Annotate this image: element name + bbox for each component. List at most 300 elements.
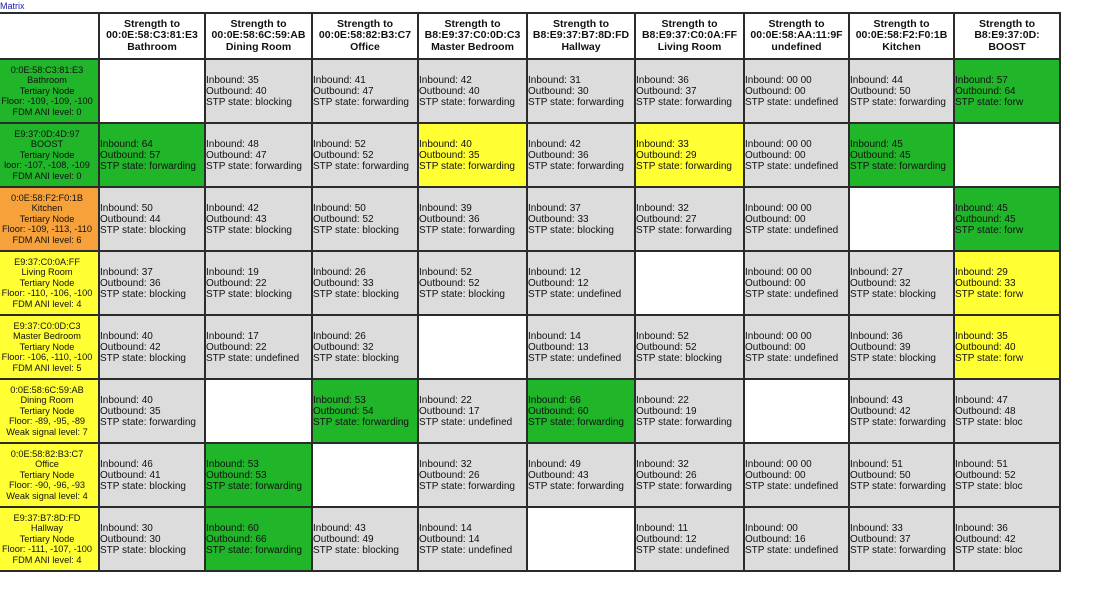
outbound-value: Outbound: 42 — [100, 341, 161, 353]
row-header-line: E9:37:B7:8D:FD — [13, 512, 81, 523]
stp-state-text: STP state: undefined — [745, 352, 839, 364]
row-header-line: Tertiary Node — [19, 533, 75, 544]
column-header-mac: 00:0E:58:82:B3:C7 — [318, 29, 412, 42]
row-header-line: Tertiary Node — [19, 341, 75, 352]
outbound-value: Outbound: 66 — [206, 533, 267, 545]
stp-state-text: STP state: blocking — [313, 352, 399, 364]
matrix-cell — [635, 187, 744, 251]
inbound-value: Inbound: 40 — [419, 138, 472, 150]
row-header-line: Floor: -89, -95, -89 — [8, 416, 86, 427]
stp-state-text: STP state: forwarding — [313, 416, 409, 428]
outbound-value: Outbound: 12 — [636, 533, 697, 545]
matrix-cell — [99, 187, 205, 251]
matrix-cell — [205, 379, 312, 443]
outbound-value: Outbound: 37 — [850, 533, 911, 545]
row-header-line: Tertiary Node — [19, 469, 75, 480]
matrix-row — [0, 251, 1060, 315]
outbound-value: Outbound: 22 — [206, 341, 267, 353]
stp-state-text: STP state: forwarding — [850, 480, 946, 492]
column-header-mac: B8:E9:37:B7:8D:FD — [532, 29, 630, 42]
outbound-value: Outbound: 52 — [636, 341, 697, 353]
stp-state-text: STP state: undefined — [745, 96, 839, 108]
row-header-line: Tertiary Node — [19, 405, 75, 416]
outbound-value: Outbound: 00 — [745, 149, 806, 161]
inbound-value: Inbound: 41 — [313, 74, 366, 86]
inbound-value: Inbound: 46 — [100, 458, 153, 470]
matrix-cell — [527, 443, 635, 507]
stp-state-text: STP state: forw — [955, 224, 1024, 236]
inbound-value: Inbound: 47 — [955, 394, 1008, 406]
stp-state-text: STP state: blocking — [206, 288, 292, 300]
inbound-value: Inbound: 26 — [313, 266, 366, 278]
stp-state-text: STP state: blocking — [100, 544, 186, 556]
outbound-value: Outbound: 40 — [206, 85, 267, 97]
matrix-cell — [849, 59, 954, 123]
row-header-line: Floor: -109, -113, -110 — [1, 224, 93, 235]
stp-state-text: STP state: bloc — [955, 416, 1023, 428]
outbound-value: Outbound: 36 — [419, 213, 480, 225]
matrix-row — [0, 315, 1060, 379]
inbound-value: Inbound: 50 — [100, 202, 153, 214]
stp-state-text: STP state: forwarding — [850, 416, 946, 428]
outbound-value: Outbound: 52 — [419, 277, 480, 289]
inbound-value: Inbound: 51 — [850, 458, 903, 470]
matrix-cell — [954, 251, 1060, 315]
row-header-node — [0, 443, 99, 507]
inbound-value: Inbound: 44 — [850, 74, 903, 86]
outbound-value: Outbound: 42 — [955, 533, 1016, 545]
outbound-value: Outbound: 45 — [850, 149, 911, 161]
inbound-value: Inbound: 27 — [850, 266, 903, 278]
outbound-value: Outbound: 40 — [419, 85, 480, 97]
inbound-value: Inbound: 29 — [955, 266, 1008, 278]
column-header-room: BOOST — [988, 40, 1026, 53]
inbound-value: Inbound: 32 — [636, 458, 689, 470]
row-header-node — [0, 251, 99, 315]
matrix-cell — [954, 443, 1060, 507]
outbound-value: Outbound: 00 — [745, 341, 806, 353]
inbound-value: Inbound: 00 00 — [745, 458, 812, 470]
matrix-cell — [312, 59, 418, 123]
inbound-value: Inbound: 12 — [528, 266, 581, 278]
matrix-cell — [527, 123, 635, 187]
column-header-room: Office — [350, 40, 380, 53]
matrix-cell — [527, 379, 635, 443]
matrix-cell — [312, 251, 418, 315]
outbound-value: Outbound: 42 — [850, 405, 911, 417]
inbound-value: Inbound: 11 — [636, 522, 689, 534]
column-header — [312, 13, 418, 59]
outbound-value: Outbound: 26 — [636, 469, 697, 481]
matrix-cell — [527, 187, 635, 251]
column-header-mac: 00:0E:58:AA:11:9F — [750, 29, 843, 42]
outbound-value: Outbound: 36 — [100, 277, 161, 289]
matrix-cell — [635, 443, 744, 507]
matrix-body — [0, 59, 1060, 571]
row-header-line: BOOST — [30, 139, 64, 150]
matrix-cell — [744, 187, 849, 251]
matrix-cell — [99, 507, 205, 571]
row-header-node — [0, 379, 99, 443]
inbound-value: Inbound: 42 — [528, 138, 581, 150]
column-header-room: Kitchen — [882, 40, 921, 53]
matrix-cell — [527, 251, 635, 315]
outbound-value: Outbound: 54 — [313, 405, 374, 417]
row-header-line: E9:37:C0:0A:FF — [14, 256, 80, 267]
outbound-value: Outbound: 00 — [745, 277, 806, 289]
inbound-value: Inbound: 50 — [313, 202, 366, 214]
matrix-cell — [205, 443, 312, 507]
outbound-value: Outbound: 00 — [745, 469, 806, 481]
inbound-value: Inbound: 45 — [955, 202, 1008, 214]
column-header-mac: B8:E9:37:C0:0D:C3 — [424, 29, 521, 42]
stp-state-text: STP state: forwarding — [419, 224, 515, 236]
column-header-label: Strength to — [979, 17, 1035, 30]
inbound-value: Inbound: 66 — [528, 394, 581, 406]
outbound-value: Outbound: 19 — [636, 405, 697, 417]
header-row — [0, 13, 1060, 59]
inbound-value: Inbound: 43 — [313, 522, 366, 534]
inbound-value: Inbound: 17 — [206, 330, 259, 342]
outbound-value: Outbound: 53 — [206, 469, 267, 481]
row-header-node — [0, 123, 99, 187]
inbound-value: Inbound: 00 00 — [745, 138, 812, 150]
outbound-value: Outbound: 43 — [528, 469, 589, 481]
stp-state-text: STP state: blocking — [419, 288, 505, 300]
matrix-cell — [527, 315, 635, 379]
inbound-value: Inbound: 31 — [528, 74, 581, 86]
stp-state-text: STP state: forwarding — [850, 544, 946, 556]
inbound-value: Inbound: 52 — [419, 266, 472, 278]
matrix-cell — [99, 379, 205, 443]
stp-state-text: STP state: forw — [955, 96, 1024, 108]
matrix-cell — [849, 251, 954, 315]
inbound-value: Inbound: 53 — [313, 394, 366, 406]
row-header-line: Floor: -110, -106, -100 — [1, 288, 93, 299]
inbound-value: Inbound: 49 — [528, 458, 581, 470]
stp-state-text: STP state: undefined — [745, 480, 839, 492]
row-header-line: 0:0E:58:6C:59:AB — [10, 384, 84, 395]
stp-state-text: STP state: undefined — [745, 288, 839, 300]
column-header-label: Strength to — [553, 17, 609, 30]
column-header-mac: B8:E9:37:C0:0A:FF — [641, 29, 738, 42]
matrix-cell — [527, 59, 635, 123]
row-header-line: Hallway — [30, 523, 64, 534]
stp-state-text: STP state: blocking — [100, 352, 186, 364]
stp-state-text: STP state: forwarding — [636, 96, 732, 108]
stp-state-text: STP state: forwarding — [636, 416, 732, 428]
matrix-cell — [99, 59, 205, 123]
column-header-room: Bathroom — [127, 40, 177, 53]
outbound-value: Outbound: 17 — [419, 405, 480, 417]
column-header-room: undefined — [771, 40, 822, 53]
matrix-cell — [418, 443, 527, 507]
matrix-cell — [744, 59, 849, 123]
outbound-value: Outbound: 64 — [955, 85, 1016, 97]
outbound-value: Outbound: 45 — [955, 213, 1016, 225]
column-header — [99, 13, 205, 59]
stp-state-text: STP state: blocking — [100, 288, 186, 300]
inbound-value: Inbound: 22 — [419, 394, 472, 406]
matrix-cell — [205, 59, 312, 123]
strength-matrix-table — [0, 12, 1061, 572]
outbound-value: Outbound: 32 — [313, 341, 374, 353]
outbound-value: Outbound: 47 — [313, 85, 374, 97]
outbound-value: Outbound: 32 — [850, 277, 911, 289]
outbound-value: Outbound: 36 — [528, 149, 589, 161]
stp-state-text: STP state: forwarding — [528, 416, 624, 428]
column-header — [744, 13, 849, 59]
row-header-line: Tertiary Node — [19, 149, 75, 160]
stp-state-text: STP state: forwarding — [850, 96, 946, 108]
row-header-line: Dining Room — [20, 395, 74, 406]
outbound-value: Outbound: 48 — [955, 405, 1016, 417]
stp-state-text: STP state: forwarding — [419, 96, 515, 108]
inbound-value: Inbound: 40 — [100, 330, 153, 342]
row-header-line: Floor: -109, -109, -100 — [1, 96, 93, 107]
stp-state-text: STP state: forwarding — [206, 480, 302, 492]
inbound-value: Inbound: 35 — [955, 330, 1008, 342]
outbound-value: Outbound: 27 — [636, 213, 697, 225]
inbound-value: Inbound: 19 — [206, 266, 259, 278]
matrix-cell — [312, 443, 418, 507]
column-header — [849, 13, 954, 59]
matrix-cell — [418, 187, 527, 251]
inbound-value: Inbound: 43 — [850, 394, 903, 406]
row-header-line: Bathroom — [27, 75, 67, 86]
matrix-cell — [744, 315, 849, 379]
stp-state-text: STP state: undefined — [528, 288, 622, 300]
matrix-cell — [744, 443, 849, 507]
stp-state-text: STP state: forwarding — [313, 160, 409, 172]
corner-cell — [0, 13, 99, 59]
outbound-value: Outbound: 52 — [313, 149, 374, 161]
row-header-line: Weak signal level: 4 — [6, 490, 88, 501]
matrix-row — [0, 507, 1060, 571]
matrix-cell — [635, 59, 744, 123]
inbound-value: Inbound: 32 — [419, 458, 472, 470]
stp-state-text: STP state: forwarding — [636, 480, 732, 492]
row-header-line: FDM ANI level: 5 — [12, 362, 82, 373]
outbound-value: Outbound: 33 — [313, 277, 374, 289]
matrix-cell — [418, 507, 527, 571]
stp-state-text: STP state: blocking — [313, 544, 399, 556]
column-header-room: Master Bedroom — [431, 40, 514, 53]
inbound-value: Inbound: 42 — [419, 74, 472, 86]
outbound-value: Outbound: 30 — [100, 533, 161, 545]
outbound-value: Outbound: 12 — [528, 277, 589, 289]
column-header-mac: 00:0E:58:C3:81:E3 — [106, 29, 198, 42]
outbound-value: Outbound: 16 — [745, 533, 806, 545]
stp-state-text: STP state: undefined — [528, 352, 622, 364]
outbound-value: Outbound: 52 — [955, 469, 1016, 481]
matrix-cell — [849, 507, 954, 571]
outbound-value: Outbound: 30 — [528, 85, 589, 97]
outbound-value: Outbound: 50 — [850, 85, 911, 97]
outbound-value: Outbound: 40 — [955, 341, 1016, 353]
column-header-room: Hallway — [561, 40, 601, 53]
outbound-value: Outbound: 14 — [419, 533, 480, 545]
stp-state-text: STP state: forwarding — [206, 544, 302, 556]
outbound-value: Outbound: 29 — [636, 149, 697, 161]
row-header-line: FDM ANI level: 4 — [12, 298, 82, 309]
matrix-cell — [527, 507, 635, 571]
column-header-mac: 00:0E:58:6C:59:AB — [211, 29, 306, 42]
matrix-cell — [205, 315, 312, 379]
column-header-label: Strength to — [768, 17, 825, 30]
inbound-value: Inbound: 53 — [206, 458, 259, 470]
row-header-line: loor: -107, -108, -109 — [4, 160, 90, 171]
stp-state-text: STP state: forwarding — [636, 224, 732, 236]
column-header-label: Strength to — [873, 17, 930, 30]
stp-state-text: STP state: forwarding — [419, 480, 515, 492]
stp-state-text: STP state: undefined — [419, 416, 513, 428]
matrix-cell — [418, 59, 527, 123]
column-header — [205, 13, 312, 59]
stp-state-text: STP state: blocking — [100, 224, 186, 236]
row-header-node — [0, 507, 99, 571]
stp-state-text: STP state: blocking — [850, 352, 936, 364]
stp-state-text: STP state: blocking — [850, 288, 936, 300]
inbound-value: Inbound: 32 — [636, 202, 689, 214]
matrix-cell — [312, 507, 418, 571]
inbound-value: Inbound: 51 — [955, 458, 1008, 470]
matrix-cell — [744, 379, 849, 443]
page-title: Matrix — [0, 1, 25, 11]
stp-state-text: STP state: forwarding — [850, 160, 946, 172]
inbound-value: Inbound: 00 00 — [745, 202, 812, 214]
stp-state-text: STP state: forwarding — [100, 160, 196, 172]
stp-state-text: STP state: forwarding — [206, 160, 302, 172]
matrix-cell — [635, 379, 744, 443]
matrix-cell — [635, 315, 744, 379]
matrix-cell — [954, 507, 1060, 571]
outbound-value: Outbound: 39 — [850, 341, 911, 353]
column-header — [527, 13, 635, 59]
stp-state-text: STP state: forwarding — [419, 160, 515, 172]
matrix-cell — [954, 315, 1060, 379]
stp-state-text: STP state: forwarding — [313, 96, 409, 108]
stp-state-text: STP state: blocking — [313, 224, 399, 236]
stp-state-text: STP state: forwarding — [528, 96, 624, 108]
stp-state-text: STP state: blocking — [528, 224, 614, 236]
matrix-cell — [205, 507, 312, 571]
inbound-value: Inbound: 22 — [636, 394, 689, 406]
row-header-line: E9:37:C0:0D:C3 — [13, 320, 81, 331]
outbound-value: Outbound: 33 — [955, 277, 1016, 289]
inbound-value: Inbound: 00 00 — [745, 74, 812, 86]
stp-state-text: STP state: forwarding — [100, 416, 196, 428]
strength-matrix-container — [0, 12, 1094, 600]
stp-state-text: STP state: undefined — [745, 160, 839, 172]
row-header-node — [0, 315, 99, 379]
column-header-label: Strength to — [230, 17, 287, 30]
row-header-line: FDM ANI level: 4 — [12, 554, 82, 565]
column-header-room: Dining Room — [225, 40, 292, 53]
matrix-cell — [99, 315, 205, 379]
inbound-value: Inbound: 36 — [636, 74, 689, 86]
matrix-cell — [954, 59, 1060, 123]
stp-state-text: STP state: blocking — [636, 352, 722, 364]
inbound-value: Inbound: 42 — [206, 202, 259, 214]
stp-state-text: STP state: blocking — [313, 288, 399, 300]
stp-state-text: STP state: forw — [955, 288, 1024, 300]
row-header-line: FDM ANI level: 6 — [12, 234, 82, 245]
stp-state-text: STP state: undefined — [745, 544, 839, 556]
column-header-label: Strength to — [661, 17, 718, 30]
column-header-label: Strength to — [444, 17, 501, 30]
matrix-cell — [635, 507, 744, 571]
matrix-row — [0, 59, 1060, 123]
row-header-node — [0, 187, 99, 251]
outbound-value: Outbound: 50 — [850, 469, 911, 481]
matrix-cell — [744, 507, 849, 571]
column-header-label: Strength to — [337, 17, 393, 30]
matrix-cell — [954, 379, 1060, 443]
column-header-room: Living Room — [657, 40, 722, 53]
outbound-value: Outbound: 00 — [745, 85, 806, 97]
inbound-value: Inbound: 52 — [636, 330, 689, 342]
row-header-line: FDM ANI level: 0 — [12, 106, 82, 117]
stp-state-text: STP state: undefined — [745, 224, 839, 236]
inbound-value: Inbound: 26 — [313, 330, 366, 342]
column-header-mac: 00:0E:58:F2:F0:1B — [855, 29, 948, 42]
stp-state-text: STP state: bloc — [955, 480, 1023, 492]
outbound-value: Outbound: 33 — [528, 213, 589, 225]
stp-state-text: STP state: bloc — [955, 544, 1023, 556]
inbound-value: Inbound: 37 — [100, 266, 153, 278]
matrix-cell — [312, 123, 418, 187]
matrix-cell — [312, 187, 418, 251]
row-header-line: 0:0E:58:C3:81:E3 — [10, 64, 84, 75]
outbound-value: Outbound: 43 — [206, 213, 267, 225]
row-header-line: Floor: -111, -107, -100 — [1, 544, 93, 555]
outbound-value: Outbound: 57 — [100, 149, 161, 161]
matrix-cell — [849, 379, 954, 443]
inbound-value: Inbound: 00 00 — [745, 266, 812, 278]
matrix-cell — [744, 123, 849, 187]
matrix-cell — [954, 187, 1060, 251]
inbound-value: Inbound: 00 00 — [745, 330, 812, 342]
row-header-line: E9:37:0D:4D:97 — [14, 128, 80, 139]
row-header-line: Floor: -106, -110, -100 — [1, 352, 93, 363]
outbound-value: Outbound: 13 — [528, 341, 589, 353]
matrix-cell — [99, 443, 205, 507]
inbound-value: Inbound: 64 — [100, 138, 153, 150]
inbound-value: Inbound: 48 — [206, 138, 259, 150]
inbound-value: Inbound: 39 — [419, 202, 472, 214]
matrix-row — [0, 187, 1060, 251]
row-header-line: Tertiary Node — [19, 213, 75, 224]
stp-state-text: STP state: undefined — [206, 352, 300, 364]
matrix-cell — [418, 315, 527, 379]
inbound-value: Inbound: 33 — [636, 138, 689, 150]
inbound-value: Inbound: 30 — [100, 522, 153, 534]
row-header-line: Living Room — [21, 267, 73, 278]
stp-state-text: STP state: undefined — [636, 544, 730, 556]
outbound-value: Outbound: 52 — [313, 213, 374, 225]
row-header-line: FDM ANI level: 0 — [12, 170, 82, 181]
matrix-cell — [849, 315, 954, 379]
outbound-value: Outbound: 49 — [313, 533, 374, 545]
outbound-value: Outbound: 44 — [100, 213, 161, 225]
inbound-value: Inbound: 14 — [419, 522, 472, 534]
matrix-cell — [205, 187, 312, 251]
column-header — [635, 13, 744, 59]
matrix-row — [0, 379, 1060, 443]
inbound-value: Inbound: 37 — [528, 202, 581, 214]
stp-state-text: STP state: forwarding — [528, 160, 624, 172]
